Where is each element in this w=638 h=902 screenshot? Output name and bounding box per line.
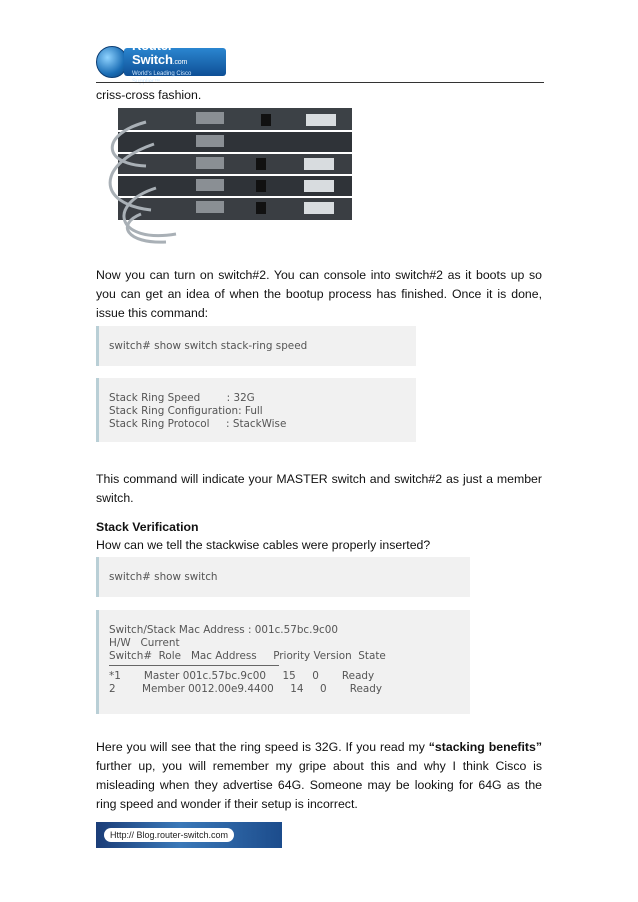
stacked-switches-photo xyxy=(96,104,354,249)
output-line: Switch/Stack Mac Address : 001c.57bc.9c00 xyxy=(109,624,338,636)
closing-paragraph: Here you will see that the ring speed is 32G. If you read my “stacking benefits” further up, you will remember my gripe about this and why I think Cisco is misleading when they advertise 64G. Someone may be looking for 64G as the ring speed and wonder if their setup is incorrect. xyxy=(96,740,543,811)
output-line: Stack Ring Protocol : StackWise xyxy=(109,418,287,430)
header-divider xyxy=(96,82,544,83)
footer-url: Http:// Blog.router-switch.com xyxy=(104,828,234,842)
logo-tagline: World's Leading Cisco xyxy=(132,70,192,77)
command-line: switch# show switch stack-ring speed xyxy=(109,340,308,352)
output-box-ring-speed xyxy=(96,378,416,442)
output-line: Stack Ring Configuration: Full xyxy=(109,405,263,417)
intro-fragment: criss-cross fashion. xyxy=(96,88,202,102)
table-row: 2 Member 0012.00e9.4400 14 0 Ready xyxy=(109,683,383,695)
logo-name: Router-Switch.com xyxy=(132,37,188,67)
command-line: switch# show switch xyxy=(109,571,218,583)
output-line: H/W Current xyxy=(109,637,180,649)
stacking-benefits-link-text: “stacking benefits” xyxy=(428,740,543,754)
brand-logo xyxy=(96,37,226,80)
section-heading: Stack Verification xyxy=(96,520,199,534)
output-line: Stack Ring Speed : 32G xyxy=(109,392,255,404)
section-question: How can we tell the stackwise cables were properly inserted? xyxy=(96,538,431,552)
footer-banner xyxy=(96,822,282,848)
command-box-ring-speed xyxy=(96,326,416,366)
master-paragraph: This command will indicate your MASTER switch and switch#2 as just a member switch. xyxy=(96,472,542,505)
boot-paragraph: Now you can turn on switch#2. You can console into switch#2 as it boots up so you can get an idea of when the bootup process has finished. Once it is done, issue this command: xyxy=(96,268,542,320)
logo-badge xyxy=(124,37,226,77)
table-row: *1 Master 001c.57bc.9c00 15 0 Ready xyxy=(109,670,375,682)
table-divider xyxy=(109,665,279,666)
command-box-show-switch xyxy=(96,557,470,597)
output-line: Switch# Role Mac Address Priority Version State xyxy=(109,650,386,662)
output-box-show-switch xyxy=(96,610,470,714)
